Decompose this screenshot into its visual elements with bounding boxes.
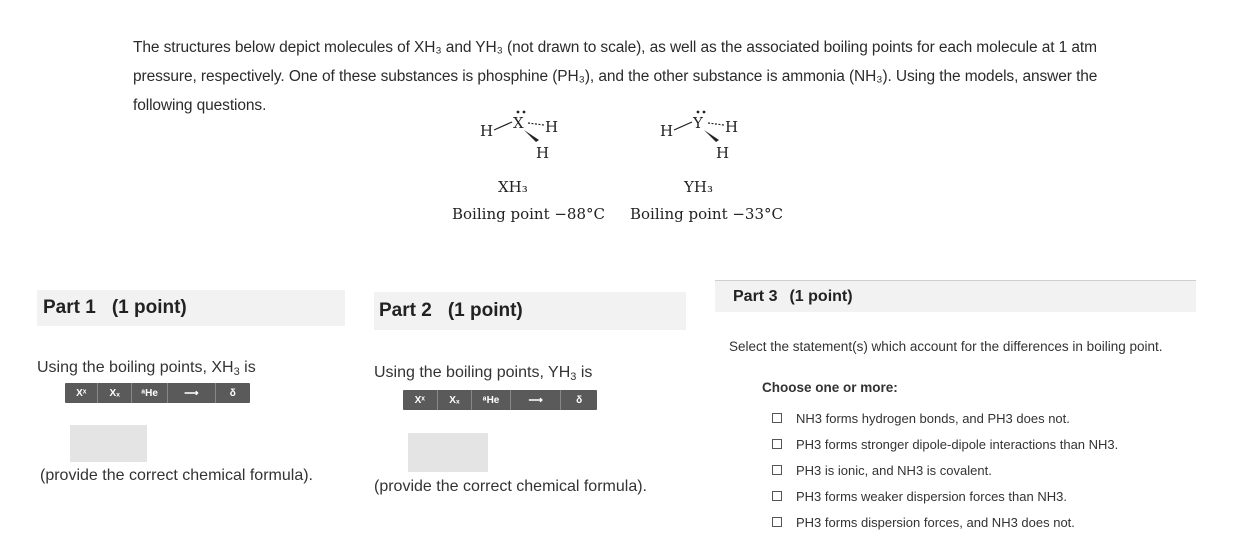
choose-one-or-more-label: Choose one or more: [762, 380, 898, 395]
part3-title: Part 3 [733, 287, 778, 305]
part3-header [715, 281, 1196, 312]
part2-question: Using the boiling points, $YH_3$ is [374, 364, 593, 383]
intro-line-1: The structures below depict molecules of XH₃ and YH₃ (not drawn to scale), as well as the associated boiling points for each molecule at 1 atm [133, 39, 1097, 56]
yh3-left-h: H [660, 122, 674, 140]
molecule-structures [440, 108, 790, 233]
part2-answer-input[interactable] [408, 433, 488, 472]
xh3-left-h: H [480, 122, 494, 140]
part1-header [37, 290, 345, 326]
arrow-button[interactable]: ⟶ [511, 390, 561, 410]
xh3-right-h: H [545, 118, 559, 136]
checkbox[interactable] [772, 465, 782, 475]
option-4[interactable] [772, 483, 1118, 509]
isotope-button[interactable]: ᵃHe [132, 383, 168, 403]
part2-header [374, 292, 686, 330]
checkbox[interactable] [772, 439, 782, 449]
checkbox[interactable] [772, 491, 782, 501]
option-label: PH3 forms stronger dipole-dipole interactions than NH3. [796, 436, 1119, 452]
checkbox[interactable] [772, 413, 782, 423]
superscript-button[interactable]: Xˣ [65, 383, 98, 403]
delta-button[interactable]: δ [576, 394, 583, 406]
part1-points: (1 point) [111, 297, 187, 318]
subscript-button[interactable]: Xₓ [98, 383, 131, 403]
yh3-bottom-h: H [716, 144, 730, 162]
option-label: PH3 forms dispersion forces, and NH3 does not. [796, 514, 1075, 530]
part3-instruction: Select the statement(s) which account for the differences in boiling point. [729, 339, 1163, 354]
part3-points: (1 point) [789, 287, 853, 305]
xh3-formula: XH₃ [498, 178, 528, 196]
part3-options [772, 405, 1118, 535]
checkbox[interactable] [772, 517, 782, 527]
option-2[interactable] [772, 431, 1118, 457]
part2-points: (1 point) [447, 300, 523, 321]
delta-button[interactable]: δ [229, 387, 236, 399]
part1-hint: (provide the correct chemical formula). [40, 467, 313, 484]
option-label: PH3 forms weaker dispersion forces than NH3. [796, 488, 1067, 504]
part2-hint: (provide the correct chemical formula). [374, 478, 647, 495]
arrow-button[interactable]: ⟶ [168, 383, 215, 403]
part1-question: Using the boiling points, $XH_3$ is [37, 359, 256, 378]
option-3[interactable] [772, 457, 1118, 483]
superscript-button[interactable]: Xˣ [403, 390, 438, 410]
yh3-boiling-point: Boiling point −33°C [630, 205, 783, 223]
isotope-button[interactable]: ᵃHe [472, 390, 511, 410]
yh3-center-atom: Y [693, 114, 703, 132]
part1-format-toolbar [65, 383, 250, 403]
option-label: PH3 is ionic, and NH3 is covalent. [796, 462, 992, 478]
part1-title: Part 1 [43, 297, 96, 318]
yh3-formula: YH₃ [684, 178, 713, 196]
option-5[interactable] [772, 509, 1118, 535]
part1-answer-input[interactable] [70, 425, 147, 462]
intro-paragraph [133, 33, 1153, 120]
part2-format-toolbar [403, 390, 597, 410]
xh3-center-atom: X [513, 114, 524, 132]
xh3-boiling-point: Boiling point −88°C [452, 205, 605, 223]
intro-line-3: following questions. [133, 97, 267, 114]
option-1[interactable] [772, 405, 1118, 431]
xh3-structure [478, 108, 588, 168]
option-label: NH3 forms hydrogen bonds, and PH3 does not. [796, 410, 1070, 426]
subscript-button[interactable]: Xₓ [438, 390, 473, 410]
yh3-structure [658, 108, 768, 168]
part2-title: Part 2 [379, 300, 432, 321]
intro-line-2: pressure, respectively. One of these substances is phosphine (PH₃), and the other substance is ammonia (NH₃). Using the models, answer the [133, 68, 1098, 85]
xh3-bottom-h: H [536, 144, 550, 162]
yh3-right-h: H [725, 118, 739, 136]
